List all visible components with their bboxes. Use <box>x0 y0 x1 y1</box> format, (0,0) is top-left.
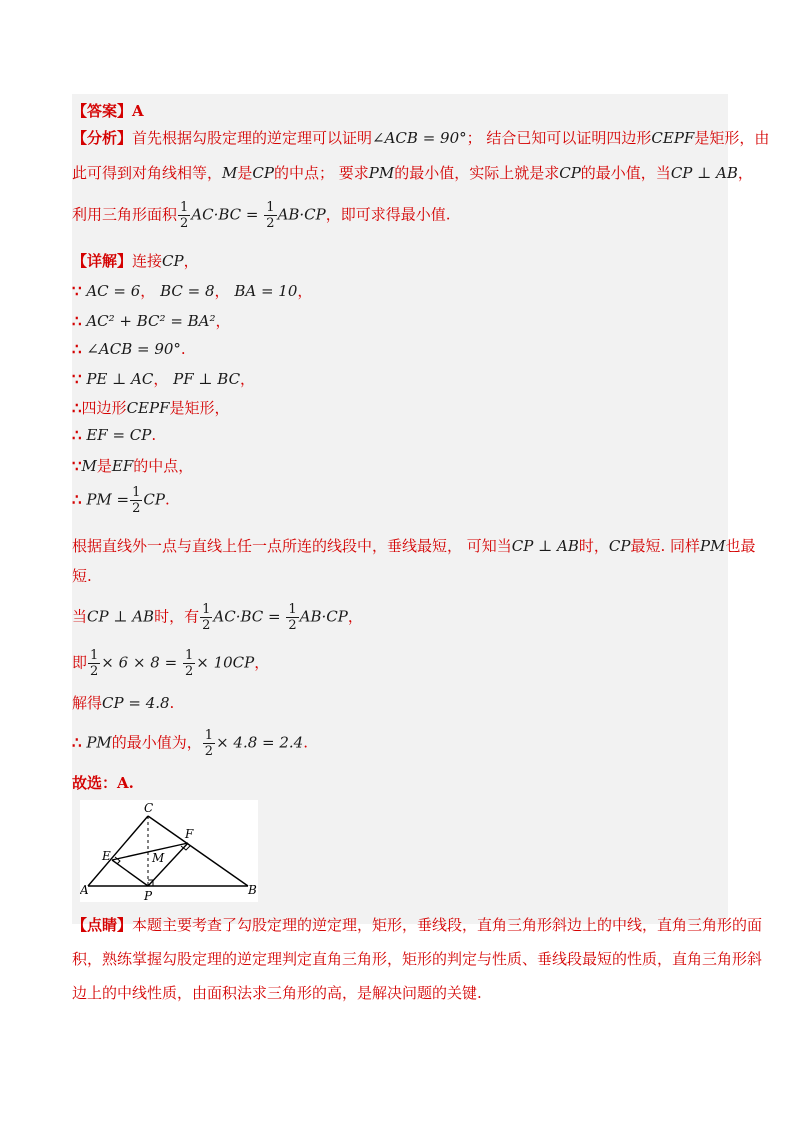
because-symbol: ∵ <box>72 282 82 300</box>
math-expr: AC·BC = <box>213 607 281 626</box>
detail-text: ， <box>140 282 156 300</box>
comment-text: 本题主要考查了勾股定理的逆定理，矩形，垂线段，直角三角形斜边上的中线，直角三角形的面 <box>132 916 763 934</box>
detail-text: ， <box>214 282 230 300</box>
math-expr: CP <box>559 164 581 182</box>
analysis-text: 此可得到对角线相等， <box>72 164 223 182</box>
detail-text: 短. <box>72 567 92 585</box>
analysis-text: 利用三角形面积 <box>72 205 178 224</box>
fraction-numerator: 1 <box>184 648 194 663</box>
detail-text: 时，有 <box>154 607 200 626</box>
math-expr: CEPF <box>651 129 695 147</box>
math-expr: CP = 4.8 <box>102 694 170 712</box>
detail-line-10 <box>72 565 92 586</box>
detail-line-0 <box>72 250 199 271</box>
detail-line-4 <box>72 368 255 389</box>
detail-text: ， <box>254 653 270 672</box>
detail-text: 根据直线外一点与直线上任一点所连的线段中，垂线最短， 可知当 <box>72 537 512 555</box>
analysis-text: 首先根据勾股定理的逆定理可以证明 <box>132 129 373 147</box>
answer-value: A <box>132 102 144 120</box>
detail-text: 当 <box>72 607 88 626</box>
analysis-text: 的最小值，实际上就是求 <box>394 164 560 182</box>
fraction-denominator: 2 <box>288 618 297 633</box>
fraction-numerator: 1 <box>266 200 275 215</box>
fraction-numerator: 1 <box>288 602 297 617</box>
label-f: F <box>185 827 194 841</box>
analysis-text: 的中点； 要求 <box>273 164 369 182</box>
detail-line-2 <box>72 310 231 331</box>
math-expr: AC = 6 <box>86 282 141 300</box>
comment-text: 积，熟练掌握勾股定理的逆定理判定直角三角形，矩形的判定与性质、垂线段最短的性质，直角三角形斜 <box>72 950 763 968</box>
fraction-half <box>286 602 298 633</box>
math-expr: AC² + BC² = BA² <box>86 312 216 330</box>
math-expr: CP <box>143 490 165 509</box>
detail-text: ， <box>215 312 231 330</box>
fraction-half <box>264 200 276 231</box>
detail-text: 四边形 <box>81 399 127 417</box>
math-expr: PF ⊥ BC <box>173 370 241 388</box>
triangle-diagram <box>80 800 258 902</box>
fraction-half <box>203 728 215 759</box>
math-expr: PM = <box>86 490 130 509</box>
math-expr: PM <box>700 537 726 555</box>
detail-line-15 <box>72 772 134 793</box>
math-expr: ∠ACB = 90° <box>86 340 181 358</box>
math-expr: CEPF <box>126 399 170 417</box>
detail-line-9 <box>72 535 755 556</box>
detail-text: . <box>180 340 186 358</box>
fraction-numerator: 1 <box>202 602 211 617</box>
detail-text: 即 <box>72 653 88 672</box>
math-expr: × 10CP <box>196 653 255 672</box>
math-expr: BA = 10 <box>234 282 298 300</box>
detail-line-7 <box>72 455 193 476</box>
math-expr: EF = CP <box>86 426 152 444</box>
detail-text: ， <box>240 370 256 388</box>
detail-text: ， <box>153 370 169 388</box>
detail-text: 最短. 同样 <box>630 537 700 555</box>
math-expr: PE ⊥ AC <box>86 370 154 388</box>
detail-line-8 <box>72 485 170 516</box>
comment-text: 边上的中线性质，由面积法求三角形的高，是解决问题的关键. <box>72 984 482 1002</box>
analysis-text: ； 结合已知可以证明四边形 <box>466 129 652 147</box>
detail-text: 时， <box>578 537 609 555</box>
detail-line-12 <box>72 648 269 679</box>
detail-tag: 【详解】 <box>72 252 133 270</box>
detail-line-1 <box>72 280 312 301</box>
math-expr: CP <box>162 252 184 270</box>
analysis-text: 是 <box>237 164 253 182</box>
math-expr: CP <box>608 537 631 555</box>
math-expr: × 6 × 8 = <box>101 653 178 672</box>
math-expr: AB·CP <box>299 607 348 626</box>
label-p: P <box>144 889 153 902</box>
math-expr: PM <box>368 164 395 182</box>
detail-text: 也最 <box>725 537 756 555</box>
analysis-text: ，即可求得最小值. <box>325 205 451 224</box>
math-expr: AB·CP <box>277 205 326 224</box>
answer-tag: 【答案】 <box>72 102 133 120</box>
comment-line-1 <box>72 914 762 935</box>
analysis-tag: 【分析】 <box>72 129 133 147</box>
detail-text: 故选：A. <box>72 774 134 792</box>
analysis-line-3 <box>72 200 451 231</box>
fraction-denominator: 2 <box>204 744 214 759</box>
therefore-symbol: ∴ <box>72 340 82 358</box>
fraction-denominator: 2 <box>266 216 275 231</box>
side-ac <box>88 816 148 886</box>
math-expr: M <box>222 164 238 182</box>
fraction-numerator: 1 <box>180 200 189 215</box>
analysis-line-1 <box>72 127 769 148</box>
detail-line-5 <box>72 397 230 418</box>
detail-line-3 <box>72 340 186 358</box>
math-expr: BC = 8 <box>160 282 215 300</box>
comment-line-2 <box>72 948 762 969</box>
fraction-denominator: 2 <box>180 216 189 231</box>
label-e: E <box>102 849 111 863</box>
detail-text: . <box>303 733 309 752</box>
label-m: M <box>152 851 165 865</box>
math-expr: CP ⊥ AB <box>511 537 579 555</box>
detail-text: . <box>169 694 175 712</box>
label-a: A <box>80 883 89 897</box>
fraction-numerator: 1 <box>132 485 141 500</box>
therefore-symbol: ∴ <box>72 733 82 752</box>
fraction-denominator: 2 <box>132 501 141 516</box>
fraction-half <box>130 485 142 516</box>
detail-text: 的最小值为， <box>111 733 202 752</box>
detail-text: 解得 <box>72 694 103 712</box>
math-expr: × 4.8 = 2.4 <box>216 733 304 752</box>
fraction-numerator: 1 <box>204 728 214 743</box>
label-c: C <box>144 801 154 815</box>
fraction-numerator: 1 <box>90 648 99 663</box>
geometry-figure <box>80 800 258 902</box>
fraction-half <box>88 648 100 679</box>
analysis-line-2 <box>72 162 753 183</box>
math-expr: ∠ACB = 90° <box>372 129 467 147</box>
label-b: B <box>248 883 257 897</box>
analysis-text: ， <box>737 164 753 182</box>
detail-line-13 <box>72 692 174 713</box>
comment-tag: 【点睛】 <box>72 916 133 934</box>
math-expr: M <box>81 457 97 475</box>
math-expr: EF <box>111 457 134 475</box>
math-expr: AC·BC = <box>191 205 259 224</box>
therefore-symbol: ∴ <box>72 399 82 417</box>
detail-line-14 <box>72 728 308 759</box>
answer-line <box>72 100 144 121</box>
math-expr: CP <box>252 164 274 182</box>
detail-text: ， <box>347 607 363 626</box>
math-expr: PM <box>86 733 112 752</box>
detail-line-11 <box>72 602 363 633</box>
math-expr: CP ⊥ AB <box>87 607 155 626</box>
detail-text: . <box>164 490 170 509</box>
detail-text: ， <box>297 282 313 300</box>
fraction-denominator: 2 <box>184 664 194 679</box>
fraction-denominator: 2 <box>90 664 99 679</box>
therefore-symbol: ∴ <box>72 312 82 330</box>
comment-line-3 <box>72 982 482 1003</box>
detail-line-6 <box>72 426 156 444</box>
detail-text: 是矩形， <box>169 399 230 417</box>
detail-text: 的中点， <box>133 457 194 475</box>
therefore-symbol: ∴ <box>72 490 82 509</box>
detail-text: . <box>151 426 157 444</box>
analysis-text: 是矩形，由 <box>694 129 770 147</box>
fraction-denominator: 2 <box>202 618 211 633</box>
because-symbol: ∵ <box>72 370 82 388</box>
fraction-half <box>200 602 212 633</box>
math-expr: CP ⊥ AB <box>670 164 738 182</box>
therefore-symbol: ∴ <box>72 426 82 444</box>
fraction-half <box>183 648 195 679</box>
detail-text: 是 <box>96 457 112 475</box>
detail-text: ， <box>183 252 199 270</box>
analysis-text: 的最小值，当 <box>580 164 671 182</box>
detail-text: 连接 <box>132 252 163 270</box>
because-symbol: ∵ <box>72 457 82 475</box>
fraction-half <box>178 200 190 231</box>
